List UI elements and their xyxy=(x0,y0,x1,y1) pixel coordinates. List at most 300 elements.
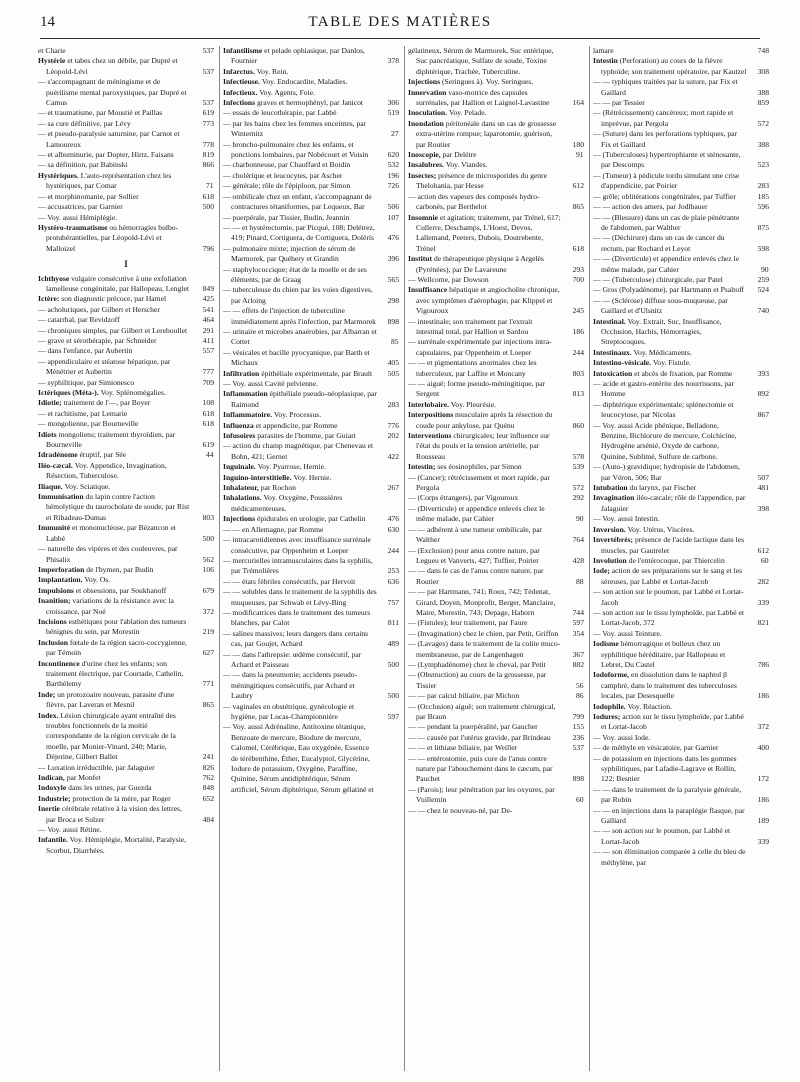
entry-text: — — (Déchirure) dans un cas de cancer du rectum, par Rochard et Leyot xyxy=(593,233,725,253)
entry-text: lamare xyxy=(593,46,614,55)
index-entry xyxy=(223,650,399,671)
entry-headword: Infectieux. xyxy=(223,87,260,97)
entry-page-number: 619 xyxy=(202,440,214,450)
entry-text: vaso-motrice des capsules surrénales, par Hallion et Laignel-Lavastine xyxy=(416,87,550,108)
index-entry xyxy=(223,483,399,493)
entry-text: et pelade ophiasique, par Danlos, Fournier xyxy=(231,46,365,66)
entry-page-number: 859 xyxy=(757,98,769,108)
entry-text: parasites de l'homme, par Guiart xyxy=(257,431,356,441)
entry-page-number: 196 xyxy=(387,170,399,180)
entry-page-number: 539 xyxy=(572,462,584,472)
entry-page-number: 762 xyxy=(202,773,214,783)
entry-page-number: 155 xyxy=(572,722,584,732)
index-entry xyxy=(408,285,584,316)
entry-text: — (Corps étrangers), par Vigouroux xyxy=(408,493,519,503)
entry-page-number: 422 xyxy=(387,451,399,461)
index-entry: Hystériques. L'auto-représentation chez les hystériques, par Comar 71 xyxy=(38,170,214,191)
entry-text: — puerpérale, par Tissier, Budin, Jeannin xyxy=(223,212,350,222)
entry-text: — (Obstruction) au cours de la grossesse, par Tissier xyxy=(408,670,547,690)
entry-text: — et morphinomanie, par Sollier xyxy=(38,191,139,201)
entry-text: — (Cancer); rétrécissement et mort rapide, par Pergola xyxy=(408,472,550,493)
index-entry xyxy=(593,702,769,712)
entry-page-number: 865 xyxy=(202,700,214,710)
entry-text: — (Tuberculoses) hypertrophiante et sténosante, par Descomps xyxy=(593,150,741,170)
index-entry: — — dans le cas de l'anus contre nature, par Routier 88 xyxy=(408,566,584,586)
index-entry xyxy=(38,617,214,638)
entry-text: — tuberculeuse du chien par les voies digestives, par Arloing xyxy=(223,285,373,305)
entry-page-number: 740 xyxy=(757,306,769,316)
index-entry xyxy=(38,223,214,254)
entry-headword: Intoxication xyxy=(593,368,635,378)
entry-headword: Invagination xyxy=(593,493,637,503)
index-entry xyxy=(408,546,584,567)
index-entry xyxy=(408,525,584,546)
index-entry xyxy=(38,523,214,544)
entry-page-number: 244 xyxy=(387,545,399,555)
entry-headword: Insectes; xyxy=(408,170,439,180)
index-entry xyxy=(38,388,214,398)
entry-headword: Inoscopie, xyxy=(408,150,443,160)
index-entry xyxy=(593,535,769,556)
entry-page-number: 811 xyxy=(387,618,399,628)
entry-text: — sa définition, par Babinski xyxy=(38,160,128,170)
entry-text: — catarrhal, par Revidzoff xyxy=(38,315,120,325)
index-entry xyxy=(408,171,584,192)
entry-text: — appendiculaire et stéatose hépatique, par Ménétrier et Aubertin xyxy=(38,356,171,377)
index-entry xyxy=(593,462,769,483)
index-entry xyxy=(38,430,214,451)
index-entry xyxy=(223,431,399,441)
index-entry xyxy=(38,763,214,773)
entry-text: — générale; rôle de l'épiploon, par Simon xyxy=(223,181,351,191)
entry-page-number: 679 xyxy=(202,585,214,595)
entry-text: — urinaire et microbes anaérobies, par Albarran et Cottet xyxy=(223,326,377,347)
entry-text: — Voy. aussi Hémiplégie. xyxy=(38,212,118,222)
index-entry xyxy=(223,160,399,170)
entry-headword: Iodophile. xyxy=(593,701,628,711)
index-entry xyxy=(593,379,769,400)
entry-text: — — dans l'athrepsie: œdème consécutif, par Achard et Paisseau xyxy=(223,649,362,669)
entry-text: — (Diverticule) et appendice enlevés chez le même malade, par Cahier xyxy=(408,503,545,524)
entry-headword: Idradénome xyxy=(38,450,80,460)
entry-headword: Inguinale. xyxy=(223,462,258,472)
index-entry xyxy=(223,670,399,701)
entry-headword: Indican, xyxy=(38,773,67,783)
entry-headword: Inhalations. xyxy=(223,493,264,503)
index-entry xyxy=(38,794,214,804)
entry-text: — mongolienne, par Bourneville xyxy=(38,419,139,429)
index-entry xyxy=(593,317,769,348)
entry-text: épithéliale pseudo-néoplasique, par Raimond xyxy=(231,389,377,409)
index-entry: Idradénome éruptif, par Sée 44 xyxy=(38,450,214,460)
entry-page-number: 757 xyxy=(387,597,399,607)
entry-page-number: 506 xyxy=(387,202,399,212)
entry-headword: Inguino-interstitielle. xyxy=(223,472,294,482)
entry-page-number: 898 xyxy=(387,316,399,326)
entry-text: esthétiques pour l'ablation des tumeurs bénignes du sein, par Morestin xyxy=(46,616,187,637)
entry-text: — diphtérique expérimentale; splénectomie et leucocytose, par Nicolas xyxy=(593,399,734,420)
entry-page-number: 500 xyxy=(202,533,214,543)
index-entry xyxy=(408,275,584,285)
index-entry: — (Parois); leur pénétration par les oxyures, par Vuillemin 60 xyxy=(408,784,584,805)
entry-text: Voy. Hernie. xyxy=(293,472,332,482)
entry-text: — — par calcul biliaire, par Michon xyxy=(408,691,520,701)
entry-text: — — dans le cas de l'anus contre nature, par Routier xyxy=(408,566,544,586)
entry-headword: Infusoires xyxy=(223,431,258,441)
entry-text: d'urine chez les enfants; son traitement électrique, par Courtade, Cathelin, Barthélemy xyxy=(46,658,184,689)
index-entry xyxy=(223,421,399,431)
entry-text: action de ses préparations sur le sang et les séreuses, par Labbé et Lortat-Jacob xyxy=(601,566,743,586)
index-column-4 xyxy=(593,46,769,1076)
index-entry xyxy=(38,274,214,295)
entry-text: — Wellcome, par Dowson xyxy=(408,274,489,284)
entry-page-number: 354 xyxy=(572,628,584,638)
index-entry xyxy=(593,171,769,192)
index-entry xyxy=(593,77,769,98)
index-entry xyxy=(223,722,399,795)
entry-page-number: 572 xyxy=(572,483,584,493)
entry-headword: Indoxyle xyxy=(38,783,69,793)
entry-page-number: 372 xyxy=(757,722,769,732)
index-column-3 xyxy=(408,46,584,1076)
index-entry xyxy=(38,575,214,585)
entry-text: — — (Diverticule) et appendice enlevés chez le même malade, par Cahier xyxy=(593,254,740,274)
entry-page-number: 619 xyxy=(202,108,214,118)
index-entry xyxy=(593,98,769,108)
entry-text: fœtale de la région sacro-coccygienne, par Témoin xyxy=(46,637,187,658)
entry-headword: Idiotie; xyxy=(38,398,64,408)
index-entry xyxy=(593,296,769,317)
index-entry xyxy=(223,410,399,420)
entry-text: variations de la résistance avec la croissance, par Noé xyxy=(46,596,174,616)
entry-page-number: 464 xyxy=(202,315,214,325)
entry-headword: Iliaque. xyxy=(38,481,65,491)
entry-page-number: 339 xyxy=(757,836,769,846)
index-entry xyxy=(593,421,769,463)
index-entry xyxy=(38,294,214,304)
entry-text: et obsessions, par Soukhanoff xyxy=(75,585,167,595)
index-column-1 xyxy=(38,46,214,1076)
entry-page-number: 620 xyxy=(387,150,399,160)
entry-page-number: 778 xyxy=(202,139,214,149)
entry-text: — de potassium en injections dans les gommes syphilitiques, par Lafadie-Lagrave et Rollin, 122; Besnier xyxy=(593,753,737,784)
entry-text: — ombilicale chez un enfant, s'accompagnant de contractures tétaniformes, par Lequeux, Bar xyxy=(223,191,372,212)
entry-page-number: 796 xyxy=(202,243,214,253)
entry-text: Voy. Processus. xyxy=(273,410,322,420)
index-entry xyxy=(223,46,399,67)
entry-text: — — causée par l'utérus gravide, par Brindeau xyxy=(408,732,551,742)
entry-headword: Hystérie xyxy=(38,56,68,66)
entry-page-number: 652 xyxy=(202,793,214,803)
index-entry xyxy=(408,410,584,431)
entry-page-number: 186 xyxy=(757,691,769,701)
entry-page-number: 777 xyxy=(202,367,214,377)
entry-page-number: 523 xyxy=(757,160,769,170)
entry-headword: Influenza xyxy=(223,420,256,430)
entry-text: Voy. Appendice, Invagination, Résection, Tuberculose. xyxy=(46,460,167,481)
entry-page-number: 484 xyxy=(202,814,214,824)
entry-text: — Gros (Polyadénome), par Hartmann et Psaltoff xyxy=(593,285,745,295)
entry-headword: Ictère: xyxy=(38,294,62,304)
entry-text: Voy. Fistule. xyxy=(652,358,691,368)
entry-text: un protozoaire nouveau, parasite d'une fièvre, par Laveran et Mesnil xyxy=(46,689,175,710)
index-entry xyxy=(223,389,399,410)
index-entry xyxy=(408,806,584,816)
entry-text: — — typhiques traitées par la suture, par Fix et Gaillard xyxy=(593,77,738,97)
index-entry xyxy=(408,108,584,118)
entry-text: — Luxation irréductible, par Jalaguier xyxy=(38,762,155,772)
entry-page-number: 400 xyxy=(757,743,769,753)
entry-text: présence de microsporides du genre Thelohania, par Hesse xyxy=(416,170,547,191)
entry-page-number: 500 xyxy=(387,659,399,669)
entry-text: — (Lavages) dans le traitement de la colite muco-membraneuse, par de Langenhagen xyxy=(408,639,561,659)
index-entry xyxy=(38,108,214,118)
entry-text: et Charie xyxy=(38,46,66,55)
entry-page-number: 219 xyxy=(202,627,214,637)
entry-text: — — chez le nouveau-né, par De- xyxy=(408,805,513,815)
entry-text: mongoliens; traitement thyroïdien, par Bourneville xyxy=(46,429,176,450)
entry-page-number: 396 xyxy=(387,254,399,264)
index-entry xyxy=(408,213,584,255)
entry-text: par Monfet xyxy=(66,773,101,783)
index-entry xyxy=(408,358,584,379)
entry-page-number: 267 xyxy=(387,483,399,493)
entry-text: Voy. Réaction. xyxy=(627,701,672,711)
entry-page-number: 537 xyxy=(202,66,214,76)
index-entry xyxy=(38,357,214,378)
entry-page-number: 425 xyxy=(202,294,214,304)
entry-headword: Intestinal. xyxy=(593,316,628,326)
entry-page-number: 598 xyxy=(757,243,769,253)
entry-text: — Voy. aussi Cavité pelvienne. xyxy=(223,379,318,388)
index-entry xyxy=(593,629,769,639)
entry-page-number: 748 xyxy=(757,46,769,55)
index-entry: — (Diverticule) et appendice enlevés chez le même malade, par Cahier 90 xyxy=(408,503,584,524)
entry-headword: Inertie xyxy=(38,804,62,814)
entry-text: — — effets de l'injection de tuberculine immédiatement après l'infection, par Marmorek xyxy=(223,306,376,326)
entry-text: et mononucléose, par Bézancon et Labbé xyxy=(46,523,176,543)
index-entry xyxy=(223,514,399,524)
entry-page-number: 398 xyxy=(757,503,769,513)
index-entry xyxy=(223,306,399,327)
entry-headword: Idiots xyxy=(38,429,59,439)
entry-page-number: 612 xyxy=(572,181,584,191)
index-entry xyxy=(593,400,769,421)
entry-text: — chroniques simples, par Gilbert et Lereboullet xyxy=(38,325,188,335)
index-entry xyxy=(223,192,399,213)
entry-page-number: 308 xyxy=(757,66,769,76)
entry-page-number: 799 xyxy=(572,712,584,721)
entry-text: — intestinale; son traitement par l'extrait intestinal total, par Hallion et Sardou xyxy=(408,316,533,336)
entry-text: de l'entérocoque, par Thiercelin xyxy=(628,555,725,565)
entry-headword: Inflammation xyxy=(223,389,270,399)
entry-page-number: 202 xyxy=(387,431,399,441)
index-entry xyxy=(593,56,769,77)
entry-text: Voy. Pelade. xyxy=(448,108,487,118)
entry-headword: Injections xyxy=(223,514,257,524)
entry-text: Lésion chirurgicale ayant entraîné des troubles fonctionnels de la moitié correspondante de la région cervicale de la moelle, par Monier-Vinard, 240; Marie, Déjerine, Gilbert Ballet xyxy=(46,710,176,762)
entry-text: cérébrale relative à la vision des lettres, par Broca et Sulzer xyxy=(46,804,182,824)
entry-headword: Insalubres. xyxy=(408,160,446,170)
entry-text: ou hémorragies bulbo-protubérantielles, par Léopold-Lévi et Malloizel xyxy=(46,222,179,253)
entry-text: son diagnostic précoce, par Hamel xyxy=(61,294,167,304)
entry-headword: Hystériques. xyxy=(38,170,81,180)
index-entry xyxy=(408,119,584,150)
index-entry xyxy=(38,213,214,223)
entry-text: chirurgicales; leur influence sur l'état du pouls et la tension artérielle, par Rousseau xyxy=(416,431,550,461)
index-entry xyxy=(408,254,584,275)
index-entry xyxy=(38,482,214,492)
entry-page-number: 557 xyxy=(202,346,214,356)
entry-text: — — par Hartmann, 741; Roux, 742; Tédenat, Girard, Doyen, Monprofit, Berger, Manclaire, Maire, Morestin, 743; Depage, Hahorn xyxy=(408,587,556,617)
entry-text: — grave et sérothérapie, par Schneider xyxy=(38,335,157,345)
entry-text: — (Auto-) gravidique; hydropisie de l'abdomen, par Véron, 506; Bar xyxy=(593,462,740,482)
column-divider xyxy=(589,46,590,1071)
entry-headword: Index. xyxy=(38,710,61,720)
index-entry xyxy=(38,586,214,596)
index-entry xyxy=(223,702,399,723)
index-entry xyxy=(223,181,399,191)
entry-text: et agitation; traitement, par Trénel, 617; Cullerre, Deschamps, L'Hoest, Devos, Lallemand, Peeters, Dubois, Doutrebente, Trénel xyxy=(416,212,561,253)
index-entry xyxy=(408,743,584,753)
entry-text: protection de la mère, par Roger xyxy=(72,793,171,803)
entry-headword: Immunisation xyxy=(38,492,86,502)
entry-page-number: 700 xyxy=(572,274,584,284)
index-entry xyxy=(593,847,769,868)
entry-page-number: 618 xyxy=(572,243,584,253)
entry-text: — salines massives; leurs dangers dans certains cas, par Goujet, Achard xyxy=(223,628,369,649)
index-entry xyxy=(223,140,399,161)
index-entry xyxy=(593,275,769,285)
entry-headword: Incisions xyxy=(38,616,69,626)
entry-text: — action des vapeurs des composés hydro-carbonés, par Berthelot xyxy=(408,191,540,212)
entry-text: — — dans le traitement de la paralysie générale, par Robin xyxy=(593,784,742,805)
entry-text: — intracarotidiennes avec insuffisance surrénale consécutive, par Oppenheim et Loeper xyxy=(223,535,371,555)
entry-page-number: 541 xyxy=(202,304,214,314)
entry-text: gélatineux, Sérum de Marmorek, Suc entérique, Suc pancréatique, Sulfate de soude, Toxine diphtérique, Trachée, Tuberculine. xyxy=(408,46,554,76)
index-entry xyxy=(38,150,214,160)
entry-page-number: 866 xyxy=(202,160,214,170)
entry-text: — Voy. aussi Adrénaline, Antitoxine tétanique, Benzoate de mercure, Biodure de mercure, Calomel, Cérébrique, Eau oxygénée, Essence de térébenthine, Éther, Eucalyptol, Glycérine, Iodure de potassium, Oxygène, Paraffine, Quinine, Sérum antidiphtérique, Sérum artificiel, Sérum diphtérique, Sérum gélatiné et xyxy=(223,722,374,794)
entry-headword: Infantile. xyxy=(38,835,70,845)
entry-headword: Intestinaux. xyxy=(593,347,634,357)
entry-text: dans les urines, par Guezda xyxy=(68,783,152,793)
entry-page-number: 500 xyxy=(202,202,214,212)
entry-page-number: 253 xyxy=(387,566,399,576)
entry-page-number: 826 xyxy=(202,762,214,772)
entry-headword: Industrie; xyxy=(38,793,73,803)
entry-page-number: 709 xyxy=(202,377,214,387)
entry-page-number: 865 xyxy=(572,202,584,212)
index-entry xyxy=(593,348,769,358)
index-entry xyxy=(593,483,769,493)
entry-text: du larynx, par Fischer xyxy=(629,483,697,493)
entry-headword: Inhalateur, xyxy=(223,483,261,493)
index-entry xyxy=(223,608,399,629)
entry-page-number: 291 xyxy=(202,325,214,335)
index-entry xyxy=(593,514,769,524)
index-entry xyxy=(223,348,399,369)
entry-page-number: 476 xyxy=(387,233,399,243)
index-entry xyxy=(593,493,769,514)
entry-text: — son action sur le tissu lymphoïde, par Labbé et Lortat-Jacob, 372 xyxy=(593,607,744,628)
entry-text: Voy. Extrait, Suc, Insuffisance, Occlusion, Hachis, Hémorragies, Streptocoques. xyxy=(601,316,722,347)
entry-page-number: 562 xyxy=(202,554,214,564)
index-entry xyxy=(408,629,584,639)
index-entry xyxy=(408,192,584,213)
entry-text: Voy. Oxygène, Poussières médicamenteuses. xyxy=(231,493,343,513)
entry-text: Voy. Médicaments. xyxy=(633,347,692,357)
index-entry xyxy=(408,660,584,670)
entry-page-number: 532 xyxy=(387,160,399,170)
entry-text: — mercurielles intramusculaires dans la syphilis, par Trémolières xyxy=(223,555,373,576)
entry-headword: Infarctus. xyxy=(223,66,257,76)
index-entry xyxy=(593,806,769,827)
entry-page-number: 241 xyxy=(202,752,214,762)
entry-text: Voy. Hémiplégie, Mortalité, Paralysie, Scorbut, Diarrhées. xyxy=(46,835,187,855)
entry-page-number: 259 xyxy=(757,274,769,284)
entry-page-number: 578 xyxy=(572,451,584,461)
index-entry xyxy=(223,379,399,389)
entry-page-number: 627 xyxy=(202,648,214,658)
index-entry xyxy=(593,285,769,295)
entry-page-number: 636 xyxy=(387,576,399,586)
entry-page-number: 411 xyxy=(202,335,214,345)
index-column-2 xyxy=(223,46,399,1076)
entry-headword: Inversion. xyxy=(593,524,628,534)
entry-page-number: 596 xyxy=(757,202,769,212)
entry-page-number: 388 xyxy=(757,87,769,97)
index-entry xyxy=(38,77,214,108)
entry-headword: Inondation xyxy=(408,118,446,128)
entry-text: graves et hermophényl, par Janicot xyxy=(256,98,364,108)
entry-page-number: 771 xyxy=(202,679,214,689)
index-entry xyxy=(593,233,769,254)
index-entry xyxy=(38,326,214,336)
entry-text: vulgaire consécutive à une exfoliation lamelleuse congénitale, par Hallopeau, Lenglet xyxy=(46,273,189,293)
entry-text: épithéliale expérimentale, par Brault xyxy=(261,368,373,378)
index-entry xyxy=(593,785,769,806)
index-entry xyxy=(38,398,214,408)
entry-page-number: 618 xyxy=(202,191,214,201)
entry-text: — — et hystérectomie, par Picqué, 108; Delétrez, 419; Pinard, Cortiguera, de Cortiguera, Dolérís xyxy=(223,222,375,243)
entry-text: — naturelle des vipères et des couleuvres, par Phisalix xyxy=(38,544,178,564)
entry-text: — (Fistules); leur traitement, par Faure xyxy=(408,618,528,628)
entry-page-number: 293 xyxy=(572,264,584,274)
entry-text: — surrénale expérimentale par injections intra-capsulaires, par Oppenheim et Loeper xyxy=(408,337,552,357)
entry-text: Voy. Sciatique. xyxy=(64,481,111,491)
entry-page-number: 245 xyxy=(572,306,584,316)
entry-page-number: 367 xyxy=(572,649,584,659)
entry-page-number: 612 xyxy=(757,545,769,555)
entry-headword: Infiltration xyxy=(223,368,262,378)
entry-headword: Immunité xyxy=(38,523,72,533)
entry-page-number: 519 xyxy=(387,108,399,118)
entry-text: — — entérostomie, puis cure de l'anus contre nature par l'abouchement dans le cæcum, par Pauchet xyxy=(408,753,553,784)
entry-headword: Imperforation xyxy=(38,564,87,574)
entry-page-number: 106 xyxy=(202,564,214,574)
entry-headword: Insomnie xyxy=(408,212,440,222)
entry-headword: Incontinence xyxy=(38,658,82,668)
entry-text: — s'accompagnant de méningisme et de puérilisme mental paroxystiques, par Dupré et Camus xyxy=(38,77,187,108)
index-entry xyxy=(38,378,214,388)
column-divider xyxy=(404,46,405,1071)
index-entry: — — (Diverticule) et appendice enlevés chez le même malade, par Cahier 90 xyxy=(593,254,769,274)
entry-page-number: 803 xyxy=(202,512,214,522)
page-title: TABLE DES MATIÈRES xyxy=(308,14,492,30)
entry-text: — Voy. aussi Rétine. xyxy=(38,825,102,835)
entry-text: — — adhérent à une tumeur ombilicale, par Walther xyxy=(408,524,543,545)
